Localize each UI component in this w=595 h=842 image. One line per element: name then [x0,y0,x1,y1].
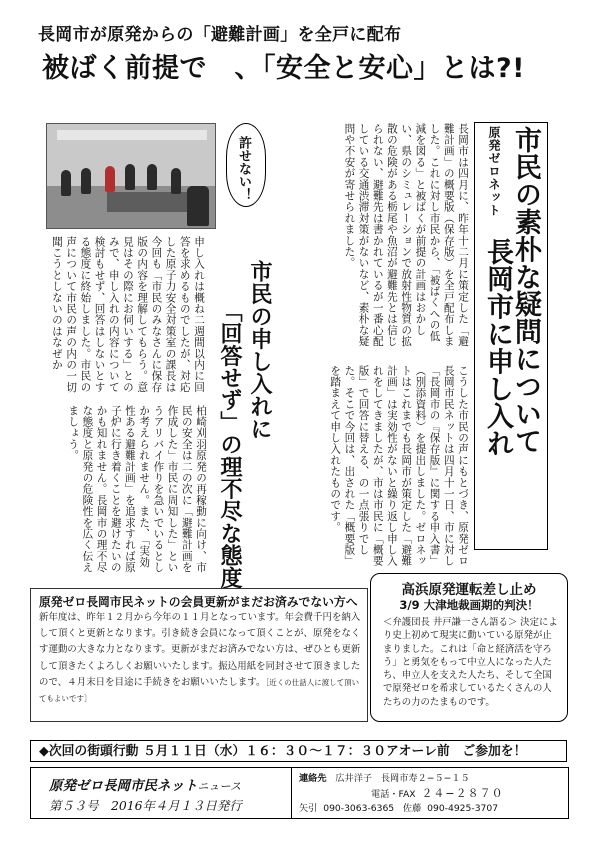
phone-number: ２４−２８７０ [421,786,504,800]
membership-note: ［近くの仕話人に渡して頂いてもよいです］ [39,677,360,704]
article1-col-a: 長岡市は四月に、昨年十二月に策定した「避難計画」の概要版（保存版）を全戸配布しました。これに対し市民から、「被ばくへの低減を図る」と被ばくが前提の計画はおかしい、県のシミュレーションで放射性物質の拡散の危険がある栃尾や魚沼が避難先とは信じられない、避難先は書かれているが一番心配している交通渋滞対策がないなど、素朴な疑問や不安が寄せられました。 [343,123,469,347]
contact-address: 長岡市寿２−５−１５ [380,773,470,784]
article1-col-b: こうした市民の声にもとづき、原発ゼロ長岡市民ネットは四月十一日、市に対し「長岡市の『保存版』に関する申入書」（別添資料）を提出しました。ゼロネットはこれまでも長岡市が策定した「避難計画」は実効性がないと繰り返し申し入れをしてきましたが、市は市民に「概要版」で回答に替える、の一点張りでした。そこで今回は、出された「概要版」を踏まえて申し入れたものです。 [329,365,469,567]
takahama-body: ＜弁護団長 井戸謙一さん語る＞ 決定により史上初めて現実に動いている原発が止まりました。これは「命と経済活を守ろう」と勇気をもって中立人になった人たち、申立人を支えた人たち、そして全国で原発ゼロを希求しているたくさんの人たちの力のたまものです。 [383,617,558,708]
article1-label: 原発ゼロネット [487,126,501,217]
article2-title-line1: 市民の申し入れに [247,260,272,440]
newsletter-suffix: ニュース [197,780,241,793]
mobile-number-1: 090-3063-6365 [323,803,395,815]
article2-col-b: 申し入れは概ね二週間以内に回答を求めるものでしたが、対応した原子力安全対策室の課長は今回も「市民のみなさんに保存版の内容を理解してもらう。意見はその際にお伺いする」とのみで、申し入れの内容について検討もせず、回答はしないとする態度に終始しました。市民の声について市民の声の内の一切聞こうとしないのはなぜか [50,236,205,393]
next-event-bar: ◆次回の街頭行動 ５月１１日（水）１６：３０～１７：３０アオーレ前 ご参加を！ [30,740,567,762]
article1-title-line2: 長岡市に申し入れ [482,238,513,458]
membership-title: 原発ゼロ長岡市民ネットの会員更新がまだお済みでない方へ [39,595,358,609]
membership-body: 新年度は、昨年１２月から今年の１１月となっています。年会費千円を納入して頂くと更新となります。引き続き会員になって頂くことが、原発をなくす運動の大きな力となります。更新がまだお済みでない方は、ぜひとも更新して頂きたくよろしくお願いいたします。振込用紙を同封させて頂きましたので、４月末日を目途に手続きをお願いいたします。 [39,612,361,688]
contact-label: 連絡先 [299,773,327,784]
header-kicker: 長岡市が原発からの「避難計画」を全戸に配布 [38,25,402,45]
takahama-subtitle: 3/9 大津地裁画期的判決！ [399,598,539,612]
takahama-title: 高浜原発運転差し止め [401,582,537,598]
article2-col-a: 柏崎刈羽原発の再稼動に向け、市民の安全は二の次に「避難計画を作成した」市民に周知した」というアリバイ作りを急いでいるとしか考えられません。また、「実効性ある避難計画」を追求すれば原子炉に行き着くことを避けたいのかも知れません。長岡市の理不尽な態度と原発の危険性を広く伝えましょう。 [67,405,207,573]
footer-contact [299,772,567,817]
footer [30,767,569,819]
meeting-photo [46,123,216,229]
article2-title-line2: 「回答せず」の理不尽な態度 [217,300,242,589]
headline: 被ばく前提で 、「安全と安心」とは?! [42,53,525,84]
footer-masthead [31,768,292,818]
callout-text: 許せない！ [236,136,251,201]
callout-bubble [226,123,266,207]
contact-name: 広井洋子 [335,773,373,784]
membership-box [30,588,368,722]
issue-info: 第５３号 2016年４月１３日発行 [49,798,242,813]
phone-label: 電話・FAX [371,788,416,800]
newsletter-name: 原発ゼロ長岡市民ネット [49,778,198,794]
mobile-number-2: 090-4925-3707 [427,803,499,815]
takahama-box [370,573,568,722]
newsletter-name-wrap [49,774,241,794]
mobile-name-2: 佐藤 [402,803,422,815]
membership-body-wrap [39,610,361,707]
article1-title-line1: 市民の素朴な疑問について [510,126,541,455]
mobile-label: 矢引 [299,803,318,815]
